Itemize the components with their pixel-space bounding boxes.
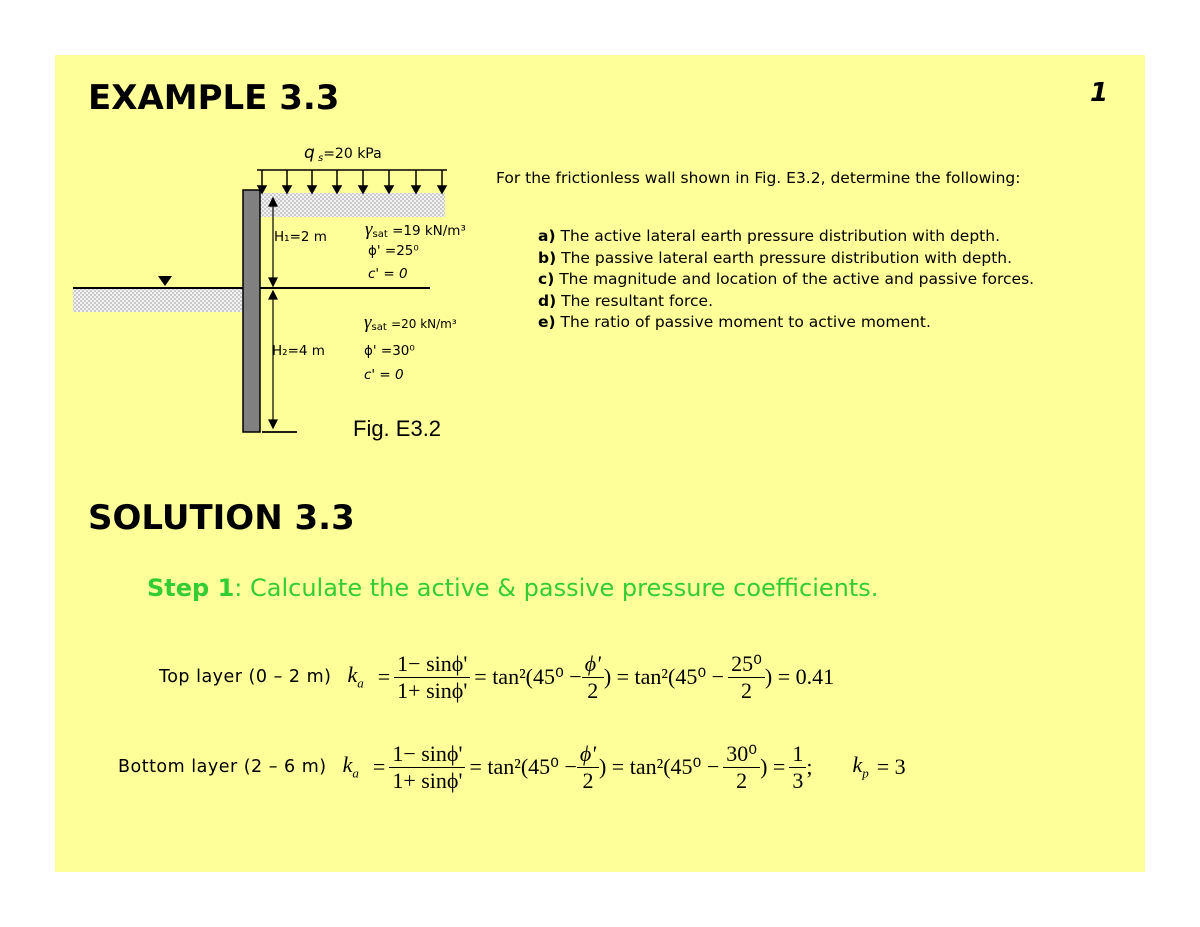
bottom-layer-label: Bottom layer (2 – 6 m) [118, 757, 327, 777]
list-item: c) The magnitude and location of the active and passive forces. [538, 270, 1035, 288]
left-soil-hatch [73, 288, 243, 312]
ka-symbol: $k_a$ [347, 662, 364, 691]
problem-intro: For the frictionless wall shown in Fig. E3.2, determine the following: [496, 169, 1021, 187]
layer2-phi-label: ϕ' =30⁰ [364, 343, 415, 359]
ka-symbol: $k_a$ [342, 752, 359, 781]
h2-dimension [262, 291, 297, 432]
solution-title: SOLUTION 3.3 [88, 498, 355, 538]
layer2-c-label: c' = 0 [364, 367, 404, 383]
list-item: d) The resultant force. [538, 291, 714, 310]
h2-label: H₂=4 m [272, 343, 325, 359]
backfill-hatch [260, 193, 445, 217]
bottom-layer-equation: Bottom layer (2 – 6 m) $k_a$ = $\frac{1- \sin\phi'}{1+ \sin\phi'}$ = tan²(45⁰ − $\frac{\phi'}{2}$ ) = tan²(45⁰ − $\frac{\text{30⁰}}{2}$ ) = $\frac{1}{3}$ ; $k_p$ = 3 [118, 740, 906, 793]
example-title: EXAMPLE 3.3 [88, 78, 340, 118]
surcharge-arrows [258, 170, 446, 193]
surcharge-label: q $_s$=20 kPa [304, 143, 382, 164]
kp-symbol: $k_p$ [852, 752, 869, 781]
layer1-gamma-label: γsat =19 kN/m³ [365, 219, 466, 240]
sin-fraction: $\frac{1- \sin\phi'}{1+ \sin\phi'}$ [389, 741, 465, 794]
list-item: e) The ratio of passive moment to active moment. [538, 313, 931, 331]
layer1-c-label: c' = 0 [368, 266, 408, 282]
page-number: 1 [1090, 78, 1109, 108]
problem-list [538, 226, 1034, 334]
top-layer-equation: Top layer (0 – 2 m) $k_a$ = $\frac{1- \sin\phi'}{1+ \sin\phi'}$ = tan²(45⁰ − $\frac{\phi'}{2}$ ) = tan²(45⁰ − $\frac{\text{25⁰}}{2}$ ) = 0.41 [159, 650, 835, 703]
wall [243, 190, 260, 432]
layer2-gamma-label: γsat =20 kN/m³ [364, 312, 457, 333]
h1-label: H₁=2 m [274, 229, 327, 245]
list-item: b) The passive lateral earth pressure distribution with depth. [538, 248, 1013, 267]
figure-caption: Fig. E3.2 [353, 416, 442, 441]
top-layer-label: Top layer (0 – 2 m) [159, 667, 332, 687]
water-table-icon [158, 276, 172, 286]
layer1-phi-label: ϕ' =25⁰ [368, 243, 419, 259]
step1-heading: Step 1: Calculate the active & passive pressure coefficients. [147, 574, 879, 602]
sin-fraction: $\frac{1- \sin\phi'}{1+ \sin\phi'}$ [394, 651, 470, 704]
list-item: a) The active lateral earth pressure distribution with depth. [538, 227, 1001, 245]
